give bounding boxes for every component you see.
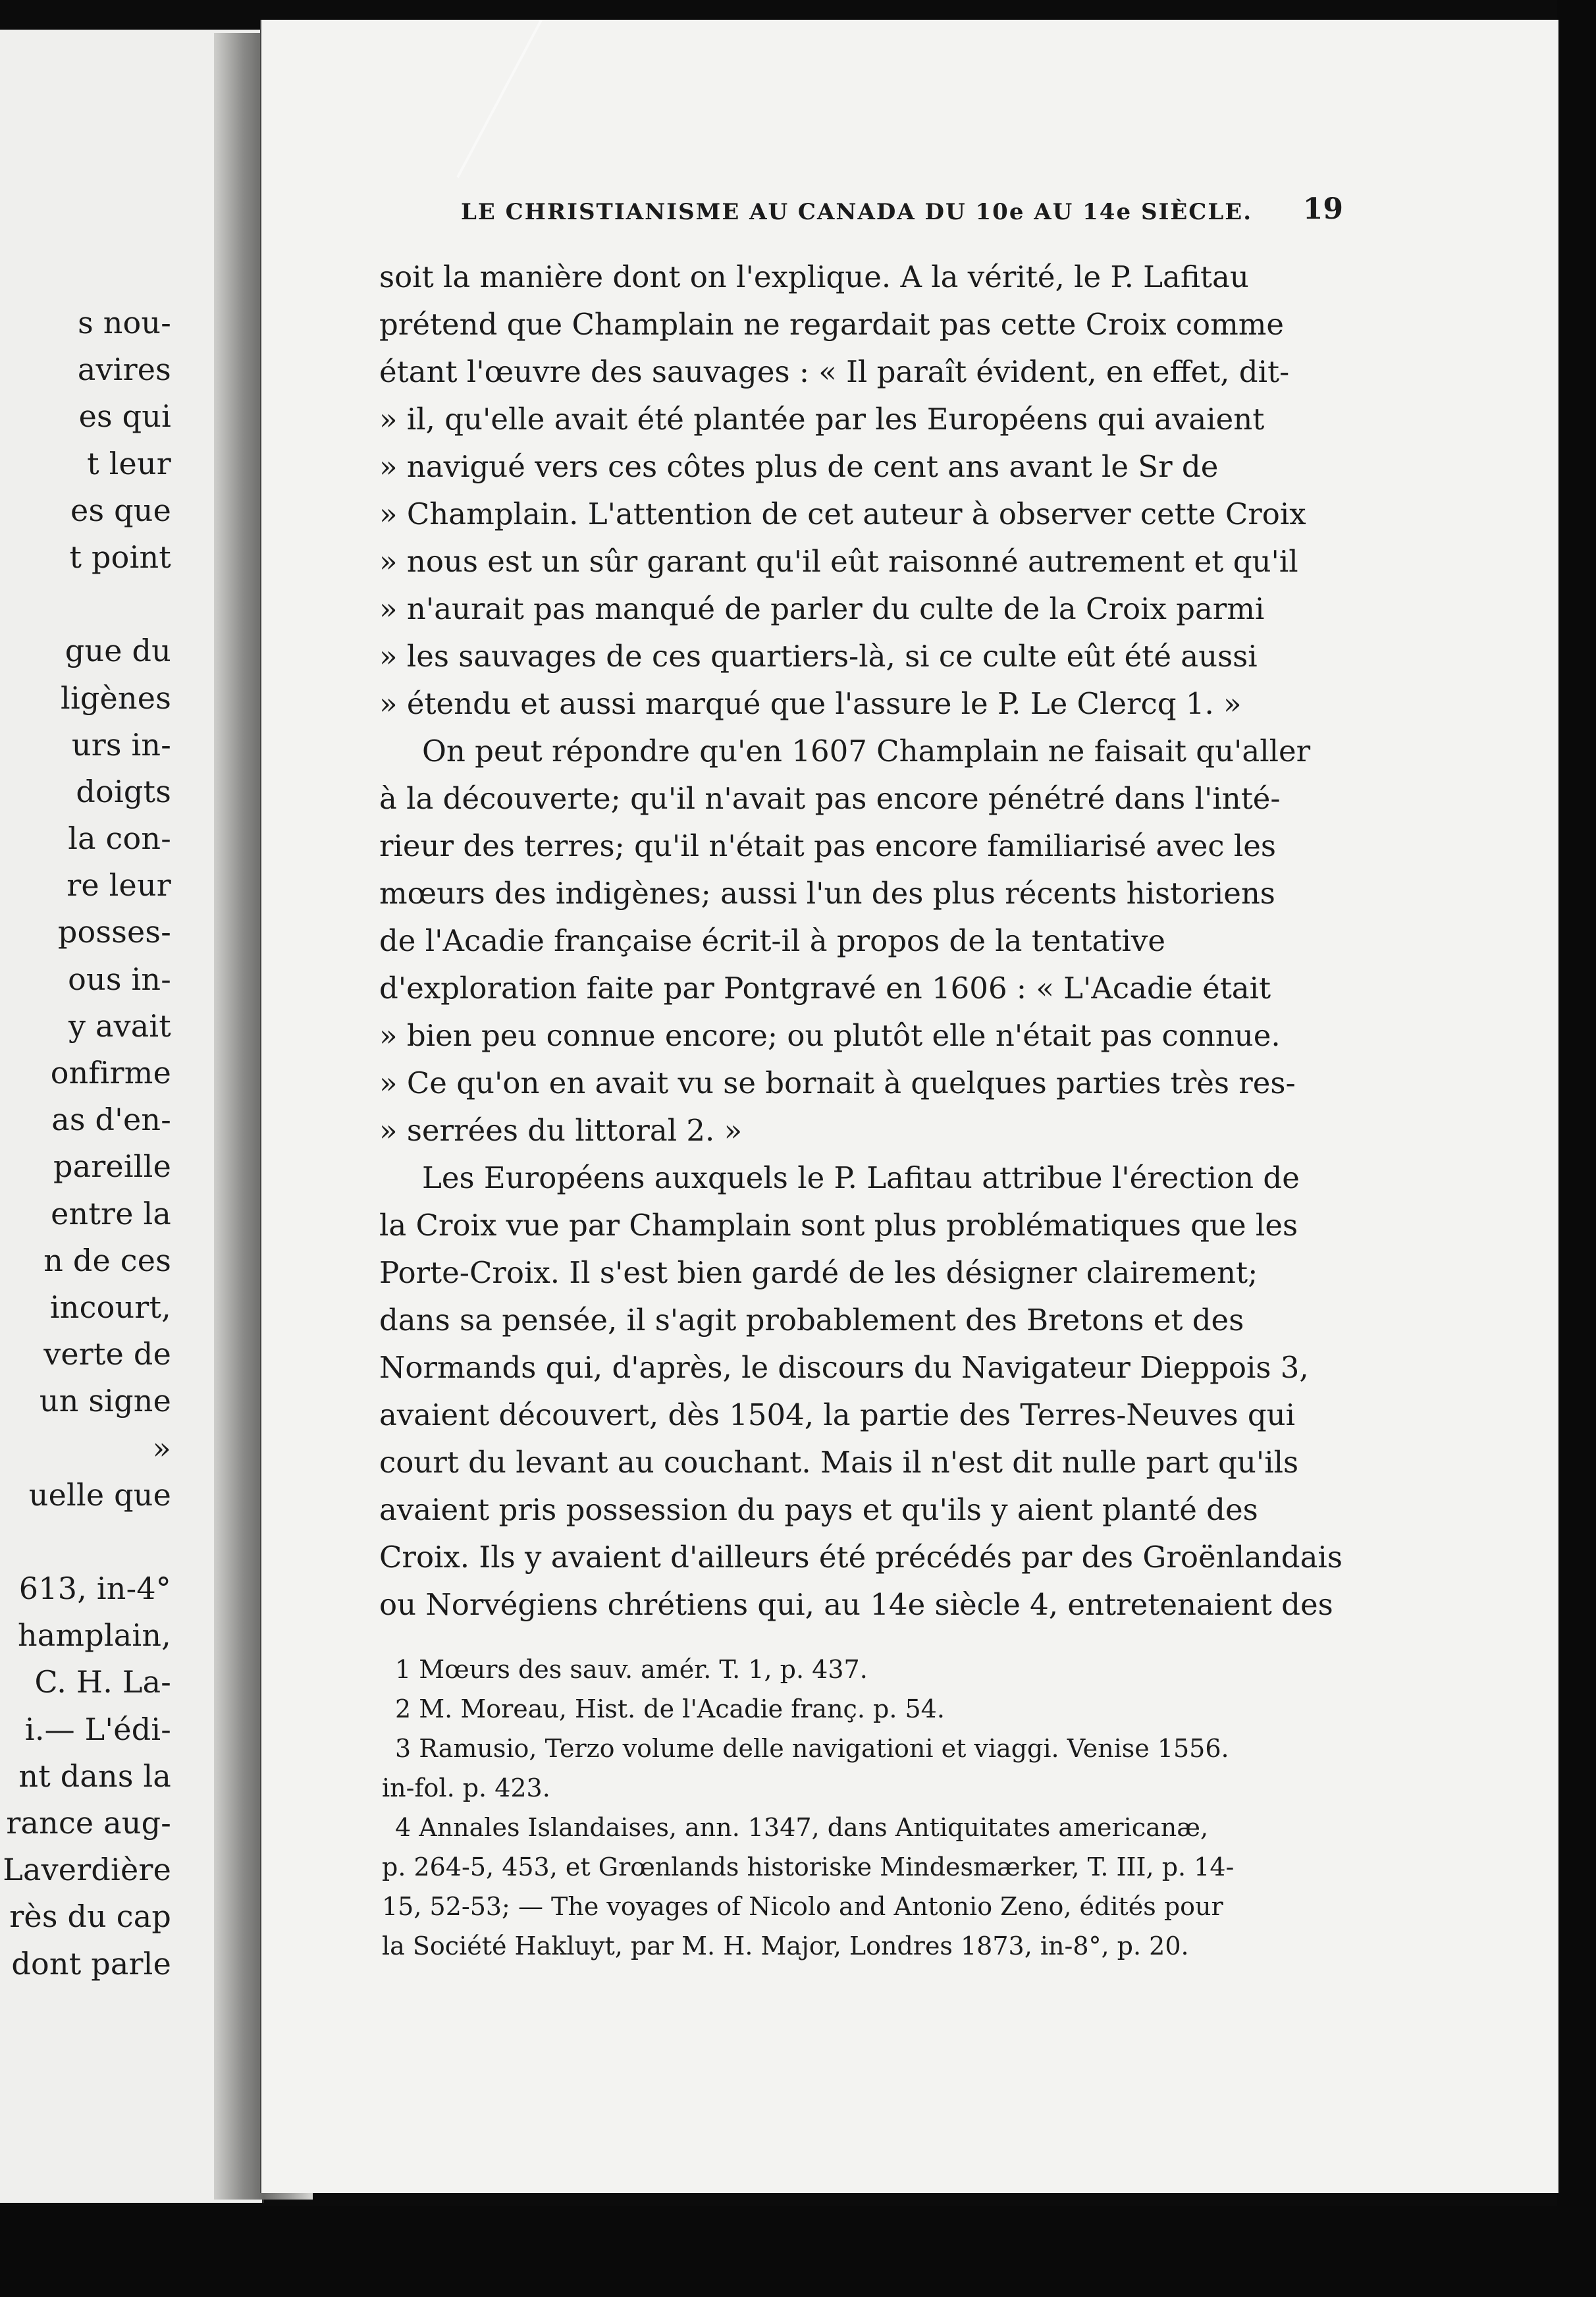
left-page-line: Laverdière bbox=[3, 1852, 171, 1888]
body-line: Les Européens auxquels le P. Lafitau attribue l'érection de bbox=[422, 1160, 1300, 1195]
left-page-line: verte de bbox=[43, 1336, 171, 1372]
body-line: prétend que Champlain ne regardait pas cette Croix comme bbox=[379, 307, 1285, 342]
left-page-line: nt dans la bbox=[18, 1758, 171, 1794]
body-line: Croix. Ils y avaient d'ailleurs été précédés par des Groënlandais bbox=[379, 1540, 1343, 1575]
body-line: étant l'œuvre des sauvages : « Il paraît évident, en effet, dit- bbox=[379, 354, 1290, 389]
body-line: soit la manière dont on l'explique. A la vérité, le P. Lafitau bbox=[379, 259, 1249, 294]
footnote-line: 15, 52-53; — The voyages of Nicolo and Antonio Zeno, édités pour bbox=[382, 1892, 1223, 1921]
body-line: la Croix vue par Champlain sont plus problématiques que les bbox=[379, 1208, 1298, 1243]
footnote-line: in-fol. p. 423. bbox=[382, 1773, 550, 1802]
left-page-line: » bbox=[152, 1430, 171, 1466]
body-line: On peut répondre qu'en 1607 Champlain ne faisait qu'aller bbox=[422, 734, 1311, 769]
left-page-line: la con- bbox=[68, 821, 171, 857]
left-page-line: n de ces bbox=[43, 1242, 171, 1278]
left-page-line: doigts bbox=[76, 773, 171, 809]
left-page-line: un signe bbox=[39, 1383, 171, 1419]
footnote-line: 1 Mœurs des sauv. amér. T. 1, p. 437. bbox=[395, 1655, 868, 1684]
body-line: mœurs des indigènes; aussi l'un des plus récents historiens bbox=[379, 876, 1275, 911]
left-page-line bbox=[0, 581, 171, 628]
footnote-line: 2 M. Moreau, Hist. de l'Acadie franç. p. 54. bbox=[395, 1694, 945, 1723]
footnotes bbox=[382, 1650, 1370, 1966]
body-line: » n'aurait pas manqué de parler du culte de la Croix parmi bbox=[379, 591, 1265, 626]
left-page-line: t leur bbox=[87, 445, 171, 481]
left-page-line: hamplain, bbox=[17, 1617, 171, 1654]
left-page-line: posses- bbox=[57, 914, 171, 950]
running-head-title: LE CHRISTIANISME AU CANADA DU 10e AU 14e SIÈCLE. bbox=[461, 199, 1253, 225]
footnote-line: 4 Annales Islandaises, ann. 1347, dans Antiquitates americanæ, bbox=[395, 1813, 1209, 1842]
page-number: 19 bbox=[1302, 192, 1343, 226]
body-line: » serrées du littoral 2. » bbox=[379, 1113, 743, 1148]
left-page-line: s nou- bbox=[78, 305, 171, 340]
body-line: d'exploration faite par Pontgravé en 1606 : « L'Acadie était bbox=[379, 971, 1271, 1006]
body-line: » bien peu connue encore; ou plutôt elle n'était pas connue. bbox=[379, 1018, 1281, 1053]
left-page-line: pareille bbox=[53, 1148, 171, 1185]
scan-border-right bbox=[1557, 0, 1596, 2297]
body-line: » il, qu'elle avait été plantée par les Européens qui avaient bbox=[379, 402, 1265, 437]
left-page-line: es qui bbox=[78, 398, 171, 435]
scan-border-bottom bbox=[0, 2206, 1596, 2297]
body-line: avaient découvert, dès 1504, la partie des Terres-Neuves qui bbox=[379, 1397, 1296, 1432]
left-page-line: entre la bbox=[51, 1195, 171, 1231]
left-page-line: uelle que bbox=[28, 1476, 171, 1513]
body-line: » Ce qu'on en avait vu se bornait à quelques parties très res- bbox=[379, 1066, 1296, 1100]
left-page-line: ligènes bbox=[61, 680, 171, 716]
left-page-line bbox=[0, 1519, 171, 1565]
left-page-line: i.— L'édi- bbox=[24, 1711, 171, 1747]
running-head bbox=[461, 192, 1343, 232]
body-text bbox=[379, 254, 1367, 1629]
body-line: » navigué vers ces côtes plus de cent ans avant le Sr de bbox=[379, 449, 1219, 484]
body-line: rieur des terres; qu'il n'était pas encore familiarisé avec les bbox=[379, 828, 1276, 863]
left-page-line: y avait bbox=[68, 1008, 171, 1044]
left-page-line: rance aug- bbox=[6, 1805, 171, 1841]
footnote-line: la Société Hakluyt, par M. H. Major, Londres 1873, in-8°, p. 20. bbox=[382, 1932, 1189, 1960]
footnote-line: p. 264-5, 453, et Grœnlands historiske Mindesmærker, T. III, p. 14- bbox=[382, 1852, 1235, 1881]
left-page-line: es que bbox=[70, 492, 171, 528]
left-page-line: C. H. La- bbox=[34, 1664, 171, 1700]
body-line: » les sauvages de ces quartiers-là, si ce culte eût été aussi bbox=[379, 639, 1258, 674]
body-line: » nous est un sûr garant qu'il eût raisonné autrement et qu'il bbox=[379, 544, 1298, 579]
left-page-line: rès du cap bbox=[9, 1899, 171, 1935]
body-line: ou Norvégiens chrétiens qui, au 14e siècle 4, entretenaient des bbox=[379, 1587, 1333, 1622]
left-page-line: 613, in-4° bbox=[18, 1571, 171, 1607]
left-page-text bbox=[0, 300, 171, 1987]
body-line: dans sa pensée, il s'agit probablement des Bretons et des bbox=[379, 1303, 1244, 1338]
body-line: à la découverte; qu'il n'avait pas encore pénétré dans l'inté- bbox=[379, 781, 1281, 816]
body-line: avaient pris possession du pays et qu'ils y aient planté des bbox=[379, 1492, 1258, 1527]
body-line: Normands qui, d'après, le discours du Navigateur Dieppois 3, bbox=[379, 1350, 1309, 1385]
body-line: » Champlain. L'attention de cet auteur à observer cette Croix bbox=[379, 497, 1306, 531]
left-page-line: urs in- bbox=[71, 726, 171, 763]
left-page-line: onfirme bbox=[50, 1055, 171, 1091]
left-page-line: dont parle bbox=[11, 1945, 171, 1982]
body-line: » étendu et aussi marqué que l'assure le P. Le Clercq 1. » bbox=[379, 686, 1242, 721]
left-page-line: incourt, bbox=[49, 1289, 171, 1325]
left-page-line: as d'en- bbox=[51, 1102, 171, 1138]
left-page-line: t point bbox=[69, 539, 171, 575]
left-page-line: gue du bbox=[65, 633, 171, 669]
left-page-line: re leur bbox=[66, 867, 171, 904]
left-page-line: ous in- bbox=[68, 961, 171, 997]
body-line: court du levant au couchant. Mais il n'est dit nulle part qu'ils bbox=[379, 1445, 1299, 1480]
body-line: de l'Acadie française écrit-il à propos de la tentative bbox=[379, 923, 1165, 958]
left-page-line: avires bbox=[77, 352, 171, 388]
body-line: Porte-Croix. Il s'est bien gardé de les désigner clairement; bbox=[379, 1255, 1258, 1290]
footnote-line: 3 Ramusio, Terzo volume delle navigationi et viaggi. Venise 1556. bbox=[395, 1734, 1229, 1763]
